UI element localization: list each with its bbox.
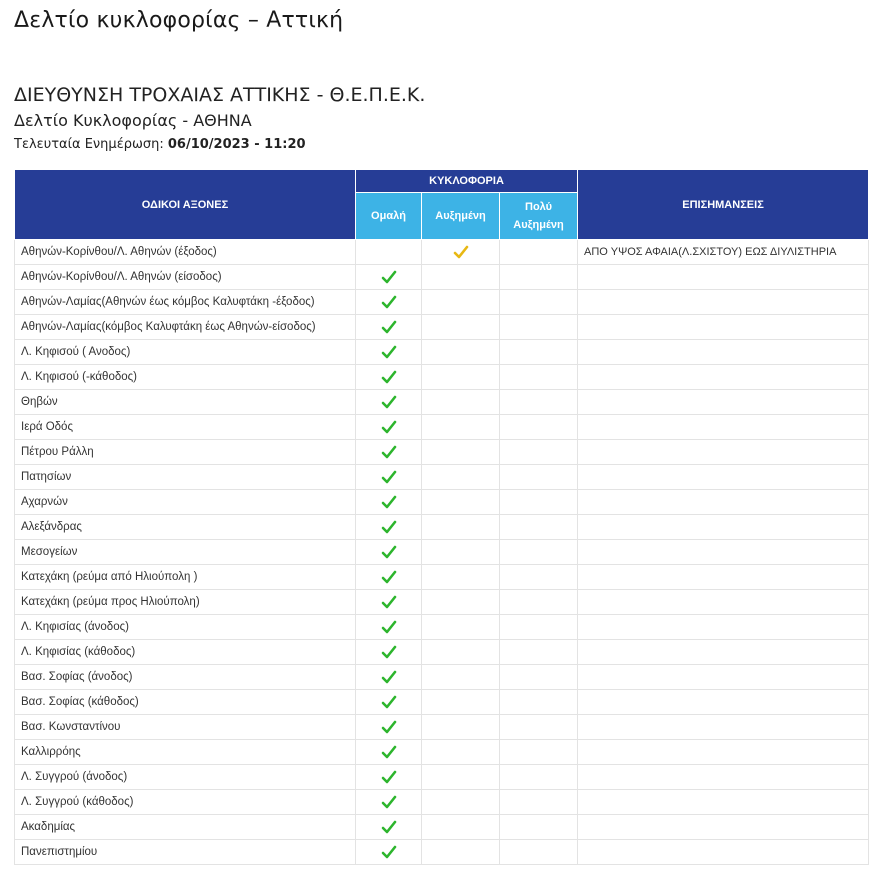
status-cell-very-increased xyxy=(500,490,578,515)
road-note xyxy=(578,515,869,540)
check-icon xyxy=(381,620,397,634)
status-cell-increased xyxy=(422,565,500,590)
status-cell-normal xyxy=(356,490,422,515)
status-cell-normal xyxy=(356,540,422,565)
road-note xyxy=(578,465,869,490)
status-cell-increased xyxy=(422,540,500,565)
road-note xyxy=(578,440,869,465)
status-cell-increased xyxy=(422,365,500,390)
status-cell-very-increased xyxy=(500,815,578,840)
table-row xyxy=(15,815,869,840)
traffic-table-body xyxy=(15,240,869,865)
table-row xyxy=(15,615,869,640)
status-cell-very-increased xyxy=(500,365,578,390)
status-cell-very-increased xyxy=(500,790,578,815)
check-icon xyxy=(381,295,397,309)
status-cell-increased xyxy=(422,390,500,415)
table-row xyxy=(15,590,869,615)
road-note xyxy=(578,665,869,690)
road-note xyxy=(578,415,869,440)
status-cell-increased xyxy=(422,515,500,540)
road-name: Λ. Κηφισίας (άνοδος) xyxy=(15,615,356,640)
status-cell-increased xyxy=(422,740,500,765)
status-cell-very-increased xyxy=(500,340,578,365)
status-cell-normal xyxy=(356,690,422,715)
road-note xyxy=(578,690,869,715)
road-note xyxy=(578,815,869,840)
status-cell-very-increased xyxy=(500,465,578,490)
last-update-value: 06/10/2023 - 11:20 xyxy=(167,137,306,152)
road-note xyxy=(578,765,869,790)
status-cell-normal xyxy=(356,565,422,590)
check-icon xyxy=(381,520,397,534)
status-cell-normal xyxy=(356,840,422,865)
status-cell-increased xyxy=(422,690,500,715)
table-row xyxy=(15,340,869,365)
road-note xyxy=(578,565,869,590)
table-row xyxy=(15,765,869,790)
status-cell-very-increased xyxy=(500,540,578,565)
status-cell-increased xyxy=(422,815,500,840)
status-cell-increased xyxy=(422,265,500,290)
road-note: ΑΠΟ ΥΨΟΣ ΑΦΑΙΑ(Λ.ΣΧΙΣΤΟΥ) ΕΩΣ ΔΙΥΛΙΣΤΗΡΙΑ xyxy=(578,240,869,265)
status-cell-very-increased xyxy=(500,640,578,665)
check-icon xyxy=(381,845,397,859)
last-update xyxy=(14,137,306,152)
status-cell-very-increased xyxy=(500,715,578,740)
status-cell-very-increased xyxy=(500,590,578,615)
road-note xyxy=(578,340,869,365)
status-cell-very-increased xyxy=(500,740,578,765)
organization-title: ΔΙΕΥΘΥΝΣΗ ΤΡΟΧΑΙΑΣ ΑΤΤΙΚΗΣ - Θ.Ε.Π.Ε.Κ. xyxy=(14,84,426,106)
road-note xyxy=(578,315,869,340)
status-cell-very-increased xyxy=(500,240,578,265)
road-name: Λ. Συγγρού (άνοδος) xyxy=(15,765,356,790)
road-name: Αθηνών-Κορίνθου/Λ. Αθηνών (είσοδος) xyxy=(15,265,356,290)
traffic-table xyxy=(14,169,869,865)
status-cell-very-increased xyxy=(500,615,578,640)
road-name: Αχαρνών xyxy=(15,490,356,515)
status-cell-normal xyxy=(356,590,422,615)
status-cell-normal xyxy=(356,440,422,465)
status-cell-normal xyxy=(356,615,422,640)
road-name: Καλλιρρόης xyxy=(15,740,356,765)
status-cell-normal xyxy=(356,815,422,840)
table-row xyxy=(15,440,869,465)
table-row xyxy=(15,415,869,440)
table-row xyxy=(15,315,869,340)
road-name: Κατεχάκη (ρεύμα προς Ηλιούπολη) xyxy=(15,590,356,615)
check-icon xyxy=(381,545,397,559)
status-cell-increased xyxy=(422,840,500,865)
status-cell-normal xyxy=(356,640,422,665)
status-cell-normal xyxy=(356,740,422,765)
table-row xyxy=(15,390,869,415)
road-note xyxy=(578,840,869,865)
last-update-label: Τελευταία Ενημέρωση: xyxy=(14,137,164,152)
check-icon xyxy=(381,645,397,659)
road-name: Λ. Κηφισού (-κάθοδος) xyxy=(15,365,356,390)
check-icon xyxy=(381,320,397,334)
status-cell-increased xyxy=(422,640,500,665)
road-note xyxy=(578,715,869,740)
status-cell-increased xyxy=(422,465,500,490)
check-icon xyxy=(381,695,397,709)
table-row xyxy=(15,515,869,540)
road-name: Μεσογείων xyxy=(15,540,356,565)
road-name: Αθηνών-Λαμίας(κόμβος Καλυφτάκη έως Αθηνών-είσοδος) xyxy=(15,315,356,340)
status-cell-increased xyxy=(422,615,500,640)
header-increased: Αυξημένη xyxy=(422,193,500,240)
table-row xyxy=(15,640,869,665)
table-row xyxy=(15,665,869,690)
table-row xyxy=(15,565,869,590)
status-cell-very-increased xyxy=(500,515,578,540)
header-notes: ΕΠΙΣΗΜΑΝΣΕΙΣ xyxy=(578,170,869,240)
status-cell-normal xyxy=(356,465,422,490)
status-cell-normal xyxy=(356,665,422,690)
status-cell-normal xyxy=(356,715,422,740)
page-title: Δελτίο κυκλοφορίας – Αττική xyxy=(14,8,344,33)
check-icon xyxy=(381,820,397,834)
road-name: Αλεξάνδρας xyxy=(15,515,356,540)
check-icon xyxy=(381,395,397,409)
header-roads: ΟΔΙΚΟΙ ΑΞΟΝΕΣ xyxy=(15,170,356,240)
status-cell-increased xyxy=(422,340,500,365)
check-icon xyxy=(381,495,397,509)
table-row xyxy=(15,240,869,265)
status-cell-normal xyxy=(356,365,422,390)
road-note xyxy=(578,640,869,665)
road-name: Λ. Κηφισού ( Ανοδος) xyxy=(15,340,356,365)
check-icon xyxy=(381,345,397,359)
bulletin-subtitle: Δελτίο Κυκλοφορίας - ΑΘΗΝΑ xyxy=(14,111,252,130)
status-cell-normal xyxy=(356,290,422,315)
check-icon xyxy=(381,420,397,434)
status-cell-normal xyxy=(356,765,422,790)
status-cell-very-increased xyxy=(500,415,578,440)
status-cell-very-increased xyxy=(500,390,578,415)
header-normal: Ομαλή xyxy=(356,193,422,240)
status-cell-very-increased xyxy=(500,290,578,315)
status-cell-normal xyxy=(356,515,422,540)
check-icon xyxy=(381,570,397,584)
road-name: Κατεχάκη (ρεύμα από Ηλιούπολη ) xyxy=(15,565,356,590)
status-cell-very-increased xyxy=(500,315,578,340)
road-note xyxy=(578,490,869,515)
check-icon xyxy=(381,720,397,734)
header-traffic: ΚΥΚΛΟΦΟΡΙΑ xyxy=(356,170,578,193)
status-cell-normal xyxy=(356,315,422,340)
table-row xyxy=(15,740,869,765)
status-cell-very-increased xyxy=(500,665,578,690)
road-note xyxy=(578,540,869,565)
status-cell-normal xyxy=(356,790,422,815)
check-icon xyxy=(381,670,397,684)
status-cell-normal xyxy=(356,265,422,290)
road-note xyxy=(578,290,869,315)
check-icon xyxy=(381,770,397,784)
check-icon xyxy=(381,595,397,609)
road-name: Λ. Συγγρού (κάθοδος) xyxy=(15,790,356,815)
table-row xyxy=(15,465,869,490)
road-name: Πατησίων xyxy=(15,465,356,490)
road-name: Λ. Κηφισίας (κάθοδος) xyxy=(15,640,356,665)
status-cell-increased xyxy=(422,765,500,790)
status-cell-increased xyxy=(422,490,500,515)
road-name: Αθηνών-Λαμίας(Αθηνών έως κόμβος Καλυφτάκη -έξοδος) xyxy=(15,290,356,315)
check-icon xyxy=(381,795,397,809)
table-row xyxy=(15,290,869,315)
check-icon xyxy=(381,445,397,459)
status-cell-very-increased xyxy=(500,265,578,290)
status-cell-normal xyxy=(356,240,422,265)
road-name: Βασ. Κωνσταντίνου xyxy=(15,715,356,740)
table-row xyxy=(15,840,869,865)
status-cell-increased xyxy=(422,790,500,815)
status-cell-normal xyxy=(356,415,422,440)
status-cell-normal xyxy=(356,340,422,365)
table-row xyxy=(15,790,869,815)
check-icon xyxy=(381,270,397,284)
status-cell-very-increased xyxy=(500,690,578,715)
road-note xyxy=(578,740,869,765)
road-note xyxy=(578,590,869,615)
status-cell-increased xyxy=(422,315,500,340)
status-cell-increased xyxy=(422,415,500,440)
road-name: Πανεπιστημίου xyxy=(15,840,356,865)
road-note xyxy=(578,265,869,290)
road-note xyxy=(578,390,869,415)
table-row xyxy=(15,690,869,715)
status-cell-increased xyxy=(422,665,500,690)
check-icon xyxy=(381,370,397,384)
status-cell-increased xyxy=(422,715,500,740)
road-name: Βασ. Σοφίας (κάθοδος) xyxy=(15,690,356,715)
table-row xyxy=(15,540,869,565)
status-cell-increased xyxy=(422,590,500,615)
status-cell-increased xyxy=(422,440,500,465)
header-very-increased: Πολύ Αυξημένη xyxy=(500,193,578,240)
status-cell-increased xyxy=(422,290,500,315)
check-icon xyxy=(453,245,469,259)
check-icon xyxy=(381,745,397,759)
status-cell-very-increased xyxy=(500,840,578,865)
table-row xyxy=(15,365,869,390)
road-name: Πέτρου Ράλλη xyxy=(15,440,356,465)
status-cell-increased xyxy=(422,240,500,265)
status-cell-very-increased xyxy=(500,440,578,465)
road-name: Θηβών xyxy=(15,390,356,415)
check-icon xyxy=(381,470,397,484)
road-note xyxy=(578,790,869,815)
status-cell-normal xyxy=(356,390,422,415)
road-note xyxy=(578,365,869,390)
road-name: Ιερά Οδός xyxy=(15,415,356,440)
table-row xyxy=(15,715,869,740)
road-name: Ακαδημίας xyxy=(15,815,356,840)
road-name: Βασ. Σοφίας (άνοδος) xyxy=(15,665,356,690)
table-row xyxy=(15,265,869,290)
table-row xyxy=(15,490,869,515)
status-cell-very-increased xyxy=(500,565,578,590)
road-name: Αθηνών-Κορίνθου/Λ. Αθηνών (έξοδος) xyxy=(15,240,356,265)
status-cell-very-increased xyxy=(500,765,578,790)
road-note xyxy=(578,615,869,640)
